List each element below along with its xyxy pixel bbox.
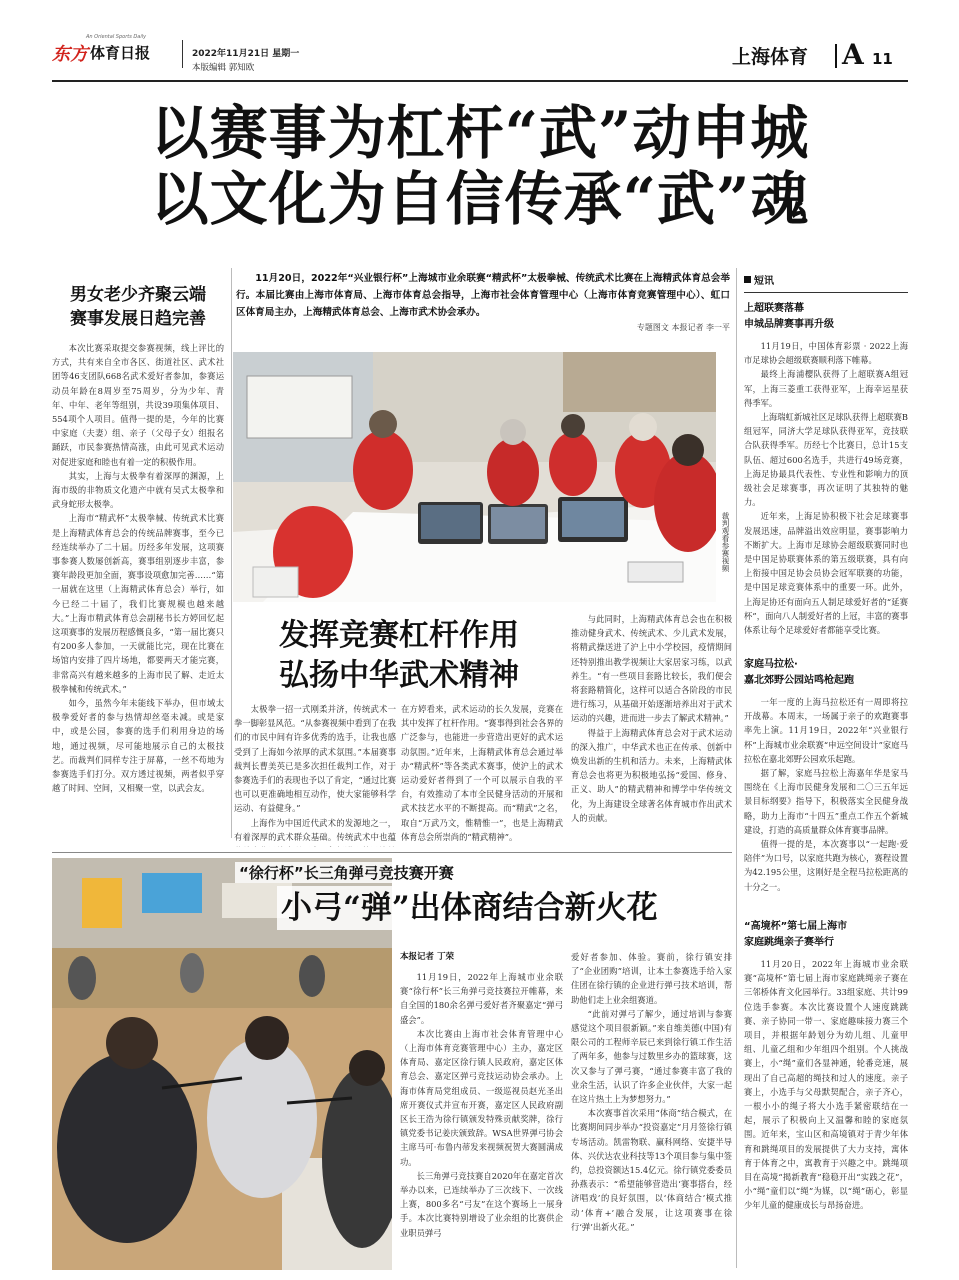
brief-item — [744, 657, 908, 913]
paragraph: 其实，上海与太极拳有着深厚的渊源，上海市级的非物质文化遗产中就有吴式太极拳和武身蛇形太极拳。 — [52, 470, 224, 510]
middle-article-col-3 — [571, 612, 732, 847]
logo-red-text: 东方 — [52, 44, 88, 65]
paragraph: 值得一提的是，本次赛事以“一起跑·爱陪伴”为口号，以家庭共跑为核心，赛程设置为42.195公里，这刚好是全程马拉松距离的十分之一。 — [744, 839, 908, 892]
judges-photo — [233, 352, 716, 602]
middle-article-col-1 — [234, 702, 396, 847]
brief-label: 短讯 — [754, 276, 774, 287]
lead-paragraph — [236, 270, 730, 333]
brief-title — [744, 301, 908, 333]
brief-title-line: 嘉北郊野公园站鸣枪起跑 — [744, 675, 854, 686]
paragraph: 如今，虽然今年未能线下举办，但市域太极拳爱好者的参与热情却丝毫未减。或是家中，或是公园，参赛的选手们利用身边的场地，通过视频，尽可能地展示自己的太极技艺。而裁判们同样专注于屏幕，一丝不苟地为参赛选手们打分。双方透过视频，两者似乎穿越了时间、空间，又相聚一堂，以武会友。 — [52, 698, 224, 794]
paragraph: 上海作为中国近代武术的发源地之一，有着深厚的武术群众基础。传统武术中也蕴 — [234, 817, 396, 842]
bottom-article-col-1 — [400, 970, 563, 1268]
paragraph: 与此同时，上海精武体育总会也在积极推动健身武术、传统武术、少儿武术发展，将精武操送进了沪上中小学校园，疫情期间还特别推出教学视频让大家居家习练，以武养生。“有一些项目套路比较长，我们便会将套路精简化，这样可以适合各阶段的市民进行练习，从基础开始逐渐培养出对于武术运动的兴趣，进而进一步去了解武术精神。” — [571, 614, 732, 724]
brief-item — [744, 301, 908, 651]
brief-news — [744, 272, 908, 1227]
brief-title-line: 家庭跳绳亲子赛举行 — [744, 937, 834, 948]
brief-title-line: 申城品牌赛事再升级 — [744, 319, 834, 330]
section-rule — [52, 852, 732, 853]
logo-english-text: An Oriental Sports Daily — [86, 34, 147, 40]
paragraph: 本次赛事首次采用“体商”结合模式，在比赛期间同步举办“投资嘉定”月月签徐行镇专场活动。凯雷物联、赢科网络、安捷半导体、兴伏达农业科技等13个项目参与集中签约，总投资额达15.4亿元。徐行镇党委委员孙燕表示：“希望能够营造出‘赛事搭台，经济唱戏’的良好氛围，以‘体商结合’模式推动‘体育+’融合发展，让这项赛事在徐行‘弹’出新火花。” — [571, 1108, 732, 1232]
masthead-divider — [182, 40, 183, 68]
headline-line-2: 以文化为自信传承“武”魂 — [150, 165, 810, 233]
paragraph: 爱好者参加、体验。赛前，徐行镇安排了“企业团购”培训，让本土参赛选手给入家住团在徐行镇的企业进行弹弓技术培训，帮助他们走上业余组赛道。 — [571, 952, 732, 1005]
paragraph: 近年来，上海足协积极下社会足球赛事发展迅速，品牌溢出效应明显，赛事影响力不断扩大。上海市足球协会超级联赛同时也是中国足协联赛体系的第五级联赛，具有向上衔接中国足协会员协会冠军联赛的功能，是中国足球竞赛体系中的重要一环。此外，上海足协还有面向五人制足球爱好者的“延赛杯”，面向八人制爱好者的上冠，丰富的赛事体系让每个足球爱好者都能享受比赛。 — [744, 511, 908, 636]
bottom-byline: 本报记者 丁荣 — [400, 952, 454, 962]
middle-article-col-2 — [401, 702, 563, 847]
paragraph: 本次比赛采取提交参赛视频，线上评比的方式，共有来自全市各区、街道社区、武术社团等46支团队668名武术爱好者参加，参赛运动员年龄在8周岁至75周岁，分为少年、青年、中年、老年等组别，共设39项集体项目、554项个人项目。值得一提的是，今年的比赛中家庭（夫妻）组、亲子（父母子女）组报名踊跃，市民参赛热情高涨，由此可见武术运动对促进家庭和睦也有着一定的积极作用。 — [52, 343, 224, 467]
lead-text: 11月20日，2022年“兴业银行杯”上海城市业余联赛“精武杯”太极拳械、传统武术比赛在上海精武体育总会举行。本届比赛由上海市体育局、上海市体育总会指导，上海市社会体育管理中心（上海市体育竞赛管理中心）、虹口区体育局主办，上海精武体育总会、上海市武术协会承办。 — [236, 273, 730, 318]
left-article-title — [52, 283, 224, 331]
paragraph: “此前对弹弓了解少，通过培训与参赛感觉这个项目很新颖。”来自维美德(中国)有限公司的工程师辛辰已来到徐行镇工作生活了两年多，他参与过数里乡办的篮球赛，这次又参与了弹弓赛，“通过参赛丰富了我的业余生活，认识了许多企业伙伴，大家一起在这片热土上为梦想努力。” — [571, 1008, 732, 1105]
paragraph: 上海瑞虹新城社区足球队获得上超联赛B组冠军，同济大学足球队获得亚军，竞技联合队获得季军。历经七个比赛日，总计15支队伍、超过600名选手，共进行49场竞赛，上海足协最具代表性、专业性和影响力的顶级社会足球赛事，再次证明了其独特的魅力。 — [744, 412, 908, 508]
column-rule — [736, 268, 737, 1268]
masthead — [42, 30, 922, 78]
bottom-article-col-2 — [571, 950, 732, 1268]
square-icon — [744, 276, 751, 283]
brief-body — [744, 339, 908, 651]
middle-title-line-1: 发挥竞赛杠杆作用 — [279, 618, 519, 653]
brief-header — [744, 272, 908, 293]
masthead-rule — [52, 80, 908, 82]
paragraph: 长三角弹弓竞技赛自2020年在嘉定首次举办以来，已连续举办了三次线下、一次线上赛，800多名“弓友”在这个赛场上一展身手。本次比赛特别增设了业余组的比赛供企业职员弹弓 — [400, 1170, 563, 1238]
paragraph: 得益于上海精武体育总会对于武术运动的深入推广，中华武术也正在传承、创新中焕发出新的生机和活力。未来，上海精武体育总会也将更为积极地弘扬“爱国、修身、正义、助人”的精武精神和博学中华传统文化，为上海建设全球著名体育城市作出武术人的贡献。 — [571, 727, 732, 823]
newspaper-logo[interactable] — [52, 34, 177, 70]
paragraph: 最终上海浦樱队获得了上超联赛A组冠军，上海三菱重工获得亚军，上海幸运星获得季军。 — [744, 369, 908, 408]
column-rule — [231, 268, 232, 838]
headline-line-1: 以赛事为杠杆“武”动申城 — [150, 99, 810, 167]
lead-credit: 专题图文 本报记者 李一平 — [636, 323, 730, 332]
paragraph: 太极拳一招一式刚柔并济，传统武术一拳一脚彰显风范。“从参赛视频中看到了在我们的市民中间有许多优秀的选手，让我也感受到了上海如今浓厚的武术氛围。”本届赛事裁判长曹美英已是多次担任裁判工作，对于参赛选手们的表现也予以了肯定，“通过比赛也可以更准确地相互动作，使大家能够科学运动、有益健身。” — [234, 704, 396, 814]
issue-date: 2022年11月21日 星期一 — [192, 49, 300, 59]
paragraph: 11月20日，2022年上海城市业余联赛“高境杯”第七届上海市家庭跳绳亲子赛在三邻桥体育文化园举行。33组家庭、共计99位选手参赛。本次比赛设置个人速度跳跳赛、亲子协同一带一、家庭趣味接力赛三个项目，并根据年龄划分为幼儿组、儿童甲组、儿童乙组和少年组四个组别。个人挑战赛上，小“绳”童们各显神通，轮番竞速，展现出了自己高超的绳技和过人的速度。亲子赛上，小选手与父母默契配合，亲子齐心，一根小小的绳子将大小选手紧密联结在一起，展示了积极向上又温馨和睦的家庭氛围。近年来，宝山区和高境镇对于青少年体育和跳绳项目的发展提供了大力支持，寓体育于体育之中，寓教育于兴趣之中。跳绳项目在高境“揭新教育”稳稳开出“实践之花”，小“绳”童们以“绳”为媒，以“绳”砺心，彰显少年儿童的健康成长与昂扬奋进。 — [744, 959, 908, 1211]
page-letter: A — [842, 38, 864, 71]
brief-title — [744, 919, 908, 951]
paragraph: 本次比赛由上海市社会体育管理中心（上海市体育竞赛管理中心）主办，嘉定区体育局、嘉定区徐行镇人民政府，嘉定区体育总会、嘉定区弹弓竞技运动协会承办。上海市体育局党组成员、一级巡视员赵光圣出席开赛仪式并宣布开赛，嘉定区人民政府副区长王浩为徐行镇颁发特殊贡献奖牌，徐行镇党委书记姜庆颁致辞。WSA世界弹弓协会主席马可·布鲁内蒂发来视频祝贺大赛圆满成功。 — [400, 1028, 563, 1167]
brief-title — [744, 657, 908, 689]
left-title-line-1: 男女老少齐聚云端 — [70, 285, 206, 305]
paragraph: 11月19日，中国体育彩票 · 2022上海市足球协会超级联赛顺利落下帷幕。 — [744, 341, 908, 366]
paragraph: 一年一度的上海马拉松还有一周即将拉开战幕。本周末，一场属于亲子的欢跑赛事率先上演。11月19日，2022年“兴业银行杯”上海城市业余联赛“申远空间设计”家庭马拉松在嘉北郊野公园欢乐起跑。 — [744, 697, 908, 764]
main-headline — [50, 100, 910, 232]
bottom-title: 小弓“弹”出体商结合新火花 — [277, 886, 662, 930]
left-title-line-2: 赛事发展日趋完善 — [70, 309, 206, 329]
logo-black-text: 体育日报 — [90, 44, 151, 62]
middle-title-line-2: 弘扬中华武术精神 — [279, 658, 519, 693]
paragraph: 在方婷看来，武术运动的长久发展，竞赛在其中发挥了杠杆作用。“赛事得到社会各界的广泛参与，也能进一步营造出更好的武术运动氛围。”近年来，上海精武体育总会通过举办“精武杯”等各类武术赛事，使沪上的武术运动爱好者得到了一个可以展示自我的平台，有效推动了本市全民健身活动的开展和武术技艺水平的不断提高。而“精武”之名，取自“万武乃文，惟精惟一”，也是上海精武体育总会所崇尚的“精武精神”。 — [401, 704, 563, 842]
judges-photo-illustration — [233, 352, 716, 602]
bottom-article-heading — [215, 862, 735, 942]
page-number: 11 — [872, 50, 893, 68]
middle-article-title — [234, 616, 564, 696]
paragraph: 上海市“精武杯”太极拳械、传统武术比赛是上海精武体育总会的传统品牌赛事，至今已经连续举办了二十届。历经多年发展，这项赛事参赛人数屡创新高，赛事组别逐步丰富，参赛年龄段更加全面，赛事设项愈加完善……“第一届就在这里（上海精武体育总会）举行，如今已经二十届了，我们比赛规模也越来越大。”上海市精武体育总会副秘书长方婷回忆起这项赛事的发展历程感慨良多，“第一届比赛只有200多人参加，一天就能比完，现在比赛在场馆内安排了四片场地，都要两天才能完赛，非常高兴有越来越多的上海市民了解、走近太极拳械和传统武术。” — [52, 513, 224, 694]
page-editor: 本版编辑 郭知欧 — [192, 63, 255, 73]
brief-title-line: 家庭马拉松· — [744, 659, 798, 670]
paragraph: 11月19日，2022年上海城市业余联赛“徐行杯”长三角弹弓竞技赛拉开帷幕，来自全国的180余名弹弓爱好者齐聚嘉定“弹弓盛会”。 — [400, 972, 563, 1025]
brief-title-line: 上超联赛落幕 — [744, 303, 804, 314]
section-title: 上海体育 — [732, 46, 809, 68]
paragraph: 据了解，家庭马拉松上海嘉年华是家马围绕在《上海市民健身发展和二〇三五年远景目标纲要》指导下，积极落实全民健身战略，助力上海市“十四五”重点工作五个新城建设，打造的高质量群众体育赛事品牌。 — [744, 768, 908, 835]
brief-title-line: “高境杯”第七届上海市 — [744, 921, 848, 932]
section-divider — [835, 44, 837, 68]
brief-item — [744, 919, 908, 1227]
photo-caption: 裁判观看参赛视频 — [721, 512, 730, 572]
brief-body — [744, 957, 908, 1227]
brief-body — [744, 695, 908, 913]
bottom-kicker: “徐行杯”长三角弹弓竞技赛开赛 — [235, 862, 458, 883]
